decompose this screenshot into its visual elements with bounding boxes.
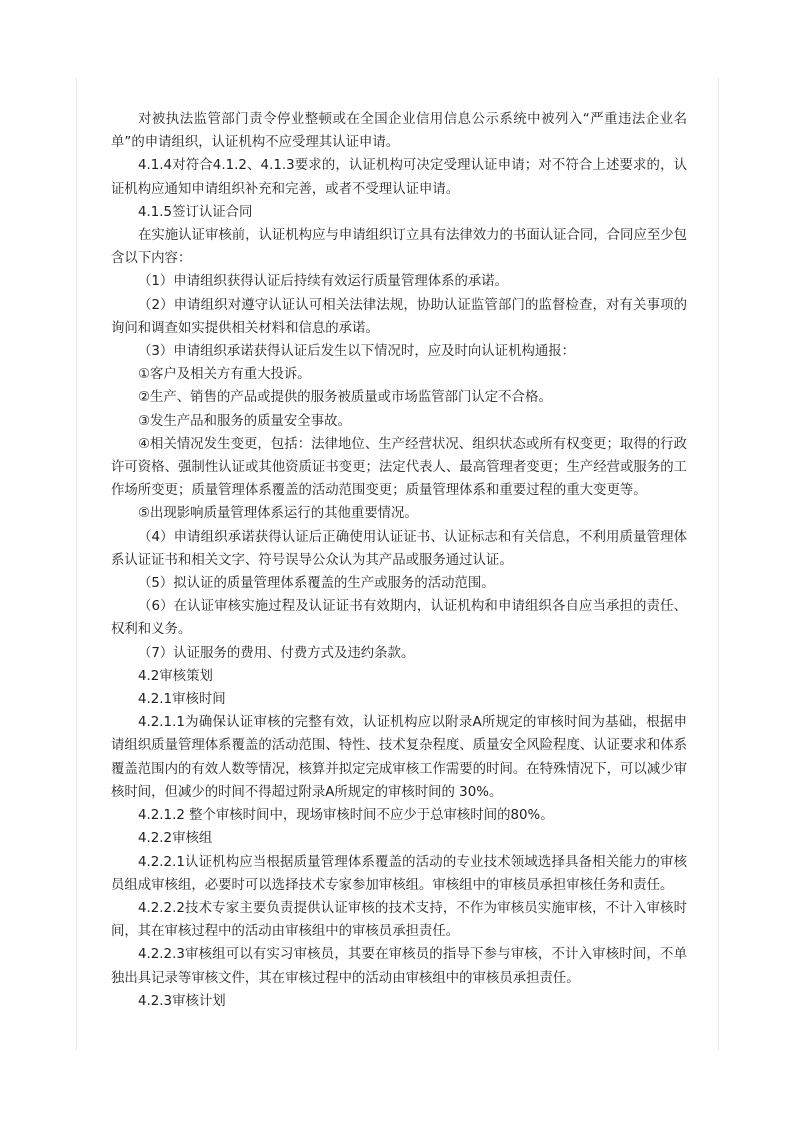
left-margin-rule xyxy=(76,78,77,1050)
paragraph: ③发生产品和服务的质量安全事故。 xyxy=(138,413,351,429)
paragraph: 4.2.1审核时间 xyxy=(138,692,226,708)
paragraph: （4）申请组织承诺获得认证后正确使用认证证书、认证标志和有关信息，不利用质量管理体系认证证书和相关文字、符号误导公众认为其产品或服务通过认证。 xyxy=(111,529,687,568)
paragraph: （3）申请组织承诺获得认证后发生以下情况时，应及时向认证机构通报： xyxy=(138,344,576,360)
paragraph: ②生产、销售的产品或提供的服务被质量或市场监管部门认定不合格。 xyxy=(138,390,552,406)
paragraph: 在实施认证审核前，认证机构应与申请组织订立具有法律效力的书面认证合同，合同应至少包含以下内容： xyxy=(111,228,688,267)
document-body xyxy=(111,108,687,1013)
paragraph: 4.2.2.3审核组可以有实习审核员，其要在审核员的指导下参与审核，不计入审核时间，不单独出具记录等审核文件，其在审核过程中的活动由审核组中的审核员承担责任。 xyxy=(111,947,687,986)
paragraph: 4.2.2.2技术专家主要负责提供认证审核的技术支持，不作为审核员实施审核，不计入审核时间，其在审核过程中的活动由审核组中的审核员承担责任。 xyxy=(111,900,687,940)
paragraph: （7）认证服务的费用、付费方式及违约条款。 xyxy=(138,645,415,661)
paragraph: 4.1.4对符合4.1.2、4.1.3要求的，认证机构可决定受理认证申请；对不符合上述要求的，认证机构应通知申请组织补充和完善，或者不受理认证申请。 xyxy=(111,158,687,197)
paragraph: 4.2.2.1认证机构应当根据质量管理体系覆盖的活动的专业技术领域选择具备相关能力的审核员组成审核组，必要时可以选择技术专家参加审核组。审核组中的审核员承担审核任务和责任。 xyxy=(111,854,687,893)
paragraph: ⑤出现影响质量管理体系运行的其他重要情况。 xyxy=(138,506,418,522)
paragraph: ①客户及相关方有重大投诉。 xyxy=(138,367,311,383)
paragraph: （6）在认证审核实施过程及认证证书有效期内，认证机构和申请组织各自应当承担的责任、权利和义务。 xyxy=(111,599,687,638)
paragraph: 4.2.1.2 整个审核时间中，现场审核时间不应少于总审核时间的80%。 xyxy=(138,808,554,824)
paragraph: （2）申请组织对遵守认证认可相关法律法规，协助认证监管部门的监督检查，对有关事项的询问和调查如实提供相关材料和信息的承诺。 xyxy=(111,297,687,336)
paragraph: 4.2.3审核计划 xyxy=(138,993,226,1009)
right-margin-rule xyxy=(718,78,719,1050)
paragraph: 4.2.2审核组 xyxy=(138,831,213,847)
paragraph: 4.2.1.1为确保认证审核的完整有效，认证机构应以附录A所规定的审核时间为基础，根据申请组织质量管理体系覆盖的活动范围、特性、技术复杂程度、质量安全风险程度、认证要求和体系覆盖范围内的有效人数等情况，核算并拟定完成审核工作需要的时间。在特殊情况下，可以减少审核时间，但减少的时间不得超过附录A所规定的审核时间的 30%。 xyxy=(111,715,687,800)
paragraph: （5）拟认证的质量管理体系覆盖的生产或服务的活动范围。 xyxy=(138,576,495,592)
paragraph: 对被执法监管部门责令停业整顿或在全国企业信用信息公示系统中被列入“严重违法企业名单”的申请组织，认证机构不应受理其认证申请。 xyxy=(111,112,687,151)
paragraph: ④相关情况发生变更，包括：法律地位、生产经营状况、组织状态或所有权变更；取得的行政许可资格、强制性认证或其他资质证书变更；法定代表人、最高管理者变更；生产经营或服务的工作场所变更；质量管理体系覆盖的活动范围变更；质量管理体系和重要过程的重大变更等。 xyxy=(111,436,687,499)
paragraph: 4.1.5签订认证合同 xyxy=(138,204,253,220)
paragraph: 4.2审核策划 xyxy=(138,668,213,684)
paragraph: （1）申请组织获得认证后持续有效运行质量管理体系的承诺。 xyxy=(138,274,509,290)
